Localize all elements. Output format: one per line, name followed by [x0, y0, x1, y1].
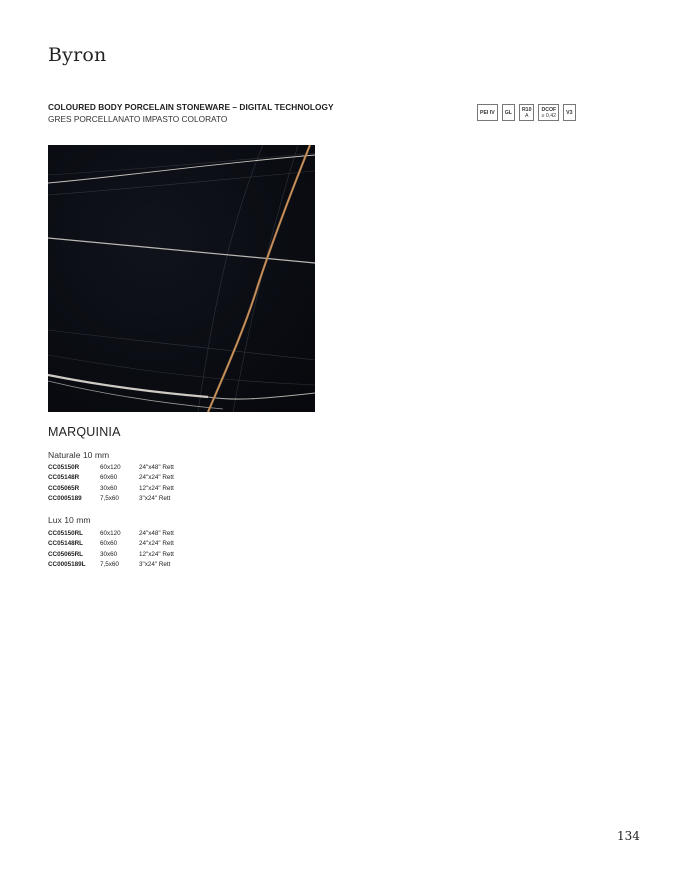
table-row — [48, 529, 219, 539]
badge-label: PEI IV — [480, 109, 495, 116]
table-row — [48, 560, 219, 570]
size-inch: 3"x24" Rett — [139, 494, 171, 502]
badge-dcof — [538, 104, 559, 121]
size-cm: 7,5x60 — [100, 560, 119, 568]
product-code: CC05148RL — [48, 540, 83, 548]
marble-tile-image — [48, 145, 315, 412]
size-cm: 60x120 — [100, 464, 121, 471]
product-code: CC05150RL — [48, 530, 83, 537]
badge-glaze — [502, 104, 515, 121]
size-inch: 24"x24" Rett — [139, 474, 174, 482]
size-cm: 7,5x60 — [100, 494, 119, 502]
badge-slip-resistance — [519, 104, 535, 121]
badge-label: V3 — [566, 109, 573, 116]
badge-label: DCOF — [541, 106, 557, 113]
table-row — [48, 463, 219, 473]
size-cm: 60x60 — [100, 540, 118, 548]
size-inch: 12"x24" Rett — [139, 484, 174, 492]
product-code: CC05148R — [48, 474, 80, 482]
size-cm: 60x60 — [100, 474, 118, 482]
table-row — [48, 473, 219, 483]
badge-pei — [477, 104, 498, 121]
product-code: CC05065RL — [48, 550, 83, 558]
table-row — [48, 539, 219, 549]
section-heading-lux: Lux 10 mm — [48, 515, 91, 525]
size-cm: 30x60 — [100, 484, 118, 492]
product-code: CC0005189L — [48, 560, 86, 568]
badge-label: R10 — [521, 106, 532, 113]
product-table-naturale — [48, 463, 219, 504]
subtitle-english: COLOURED BODY PORCELAIN STONEWARE – DIGITAL TECHNOLOGY — [48, 102, 334, 112]
size-inch: 3"x24" Rett — [139, 560, 171, 568]
table-row — [48, 494, 219, 504]
badge-label: GL — [504, 109, 512, 116]
size-inch: 24"x48" Rett — [139, 530, 174, 537]
size-cm: 60x120 — [100, 530, 121, 537]
table-row — [48, 550, 219, 560]
badge-sublabel: ≥ 0,42 — [541, 112, 557, 119]
size-cm: 30x60 — [100, 550, 118, 558]
table-row — [48, 484, 219, 494]
page-title: Byron — [48, 44, 107, 66]
size-inch: 12"x24" Rett — [139, 550, 174, 558]
page-number: 134 — [617, 829, 640, 843]
size-inch: 24"x24" Rett — [139, 540, 174, 548]
section-heading-naturale: Naturale 10 mm — [48, 450, 110, 460]
product-table-lux — [48, 529, 219, 570]
badge-sublabel: A — [524, 112, 529, 119]
product-code: CC05150R — [48, 464, 80, 471]
product-series-name: MARQUINIA — [48, 425, 121, 439]
badge-shade-variation — [563, 104, 575, 121]
product-code: CC0005189 — [48, 494, 82, 502]
product-code: CC05065R — [48, 484, 80, 492]
certification-badges — [477, 104, 576, 121]
subtitle-italian: GRES PORCELLANATO IMPASTO COLORATO — [48, 114, 228, 124]
size-inch: 24"x48" Rett — [139, 464, 174, 471]
